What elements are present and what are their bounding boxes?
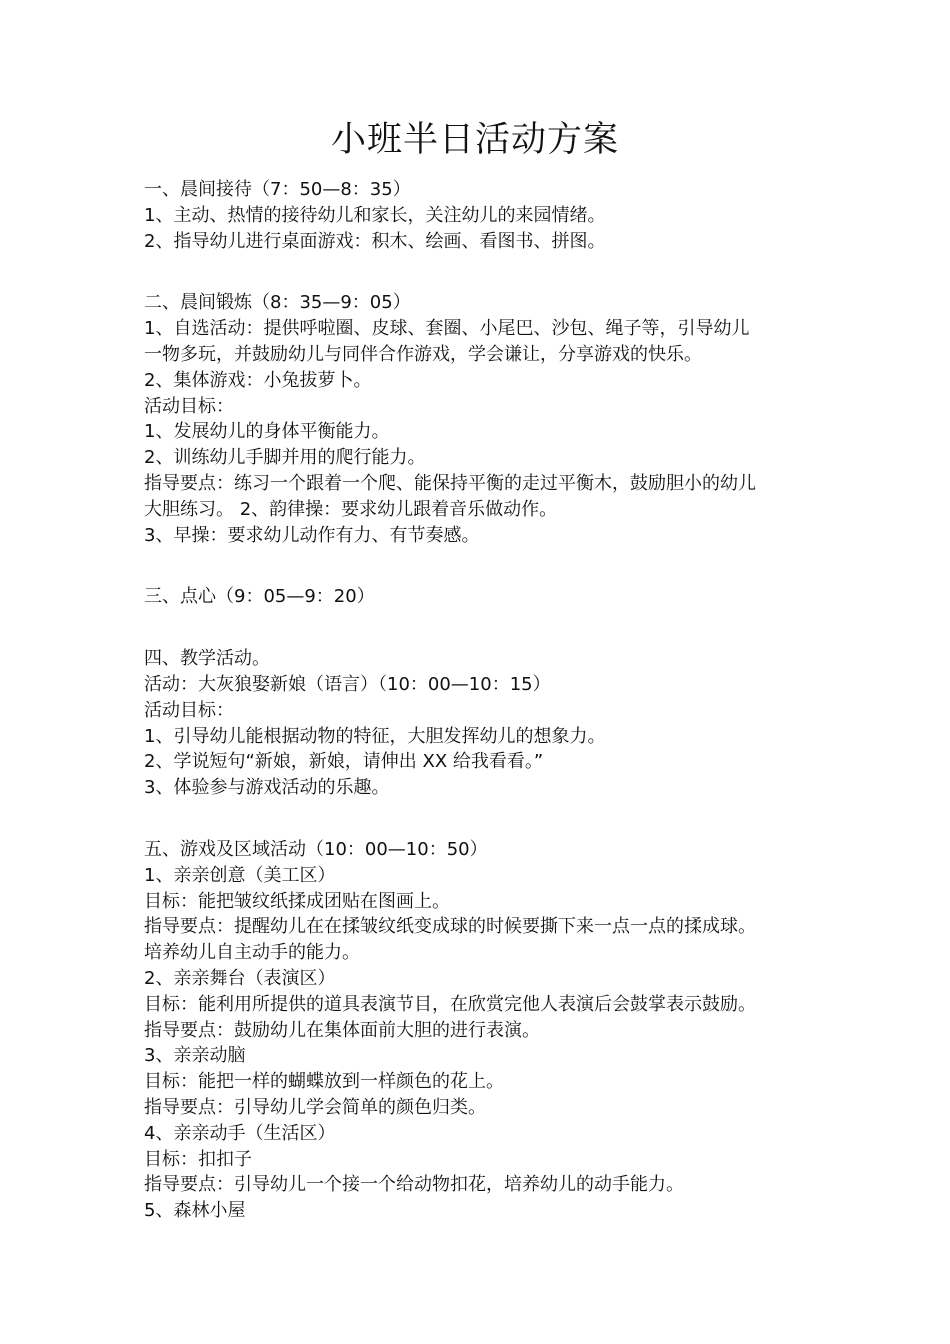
paragraph-line: 活动：大灰狼娶新娘（语言）（10：00—10：15） [144,673,551,695]
paragraph-line: 目标：能利用所提供的道具表演节目，在欣赏完他人表演后会鼓掌表示鼓励。 [144,993,756,1015]
paragraph-line: 1、亲亲创意（美工区） [144,864,336,886]
section-heading: 一、晨间接待（7：50—8：35） [144,179,411,200]
paragraph-line: 1、发展幼儿的身体平衡能力。 [144,421,390,443]
paragraph-line: 5、森林小屋 [144,1200,246,1222]
paragraph-line: 指导要点：鼓励幼儿在集体面前大胆的进行表演。 [144,1019,540,1041]
section-snack [144,584,814,610]
paragraph-line: 指导要点：引导幼儿一个接一个给动物扣花，培养幼儿的动手能力。 [144,1174,684,1196]
paragraph-line: 1、自选活动：提供呼啦圈、皮球、套圈、小尾巴、沙包、绳子等，引导幼儿 [144,318,750,340]
paragraph-line: 目标：能把皱纹纸揉成团贴在图画上。 [144,890,450,912]
blank-line [144,801,814,837]
paragraph-line: 3、亲亲动脑 [144,1045,246,1067]
paragraph-line: 活动目标： [144,395,234,417]
section-heading: 三、点心（9：05—9：20） [144,586,375,608]
paragraph-line: 活动目标： [144,699,234,721]
section-morning-reception [144,177,814,254]
paragraph-line: 2、指导幼儿进行桌面游戏：积木、绘画、看图书、拼图。 [144,230,606,252]
blank-line [144,548,814,584]
paragraph-line: 目标：扣扣子 [144,1148,252,1170]
document-body [144,177,814,1224]
paragraph-line: 指导要点：提醒幼儿在在揉皱纹纸变成球的时候要撕下来一点一点的揉成球。 [144,916,756,938]
section-games-and-areas [144,837,814,1224]
paragraph-line: 2、集体游戏：小兔拔萝卜。 [144,369,372,391]
paragraph-line: 一物多玩，并鼓励幼儿与同伴合作游戏，学会谦让，分享游戏的快乐。 [144,343,702,365]
paragraph-line: 指导要点：引导幼儿学会简单的颜色归类。 [144,1096,486,1118]
section-morning-exercise [144,290,814,548]
paragraph-line: 2、学说短句“新娘，新娘，请伸出 XX 给我看看。” [144,751,544,773]
paragraph-line: 目标：能把一样的蝴蝶放到一样颜色的花上。 [144,1071,504,1093]
paragraph-line: 指导要点：练习一个跟着一个爬、能保持平衡的走过平衡木，鼓励胆小的幼儿 [144,472,756,494]
paragraph-line: 2、亲亲舞台（表演区） [144,967,336,989]
paragraph-line: 大胆练习。 2、韵律操：要求幼儿跟着音乐做动作。 [144,498,558,520]
section-heading: 四、教学活动。 [144,648,270,670]
paragraph-line: 培养幼儿自主动手的能力。 [144,942,360,964]
blank-line [144,254,814,290]
section-teaching-activity [144,646,814,801]
paragraph-line: 1、引导幼儿能根据动物的特征，大胆发挥幼儿的想象力。 [144,725,606,747]
section-heading: 二、晨间锻炼（8：35—9：05） [144,292,411,314]
paragraph-line: 3、体验参与游戏活动的乐趣。 [144,777,390,799]
paragraph-line: 2、训练幼儿手脚并用的爬行能力。 [144,447,426,469]
paragraph-line: 3、早操：要求幼儿动作有力、有节奏感。 [144,524,480,546]
paragraph-line: 4、亲亲动手（生活区） [144,1122,336,1144]
blank-line [144,610,814,646]
document-title: 小班半日活动方案 [330,120,619,160]
paragraph-line: 1、主动、热情的接待幼儿和家长，关注幼儿的来园情绪。 [144,204,606,226]
section-heading: 五、游戏及区域活动（10：00—10：50） [144,838,488,860]
